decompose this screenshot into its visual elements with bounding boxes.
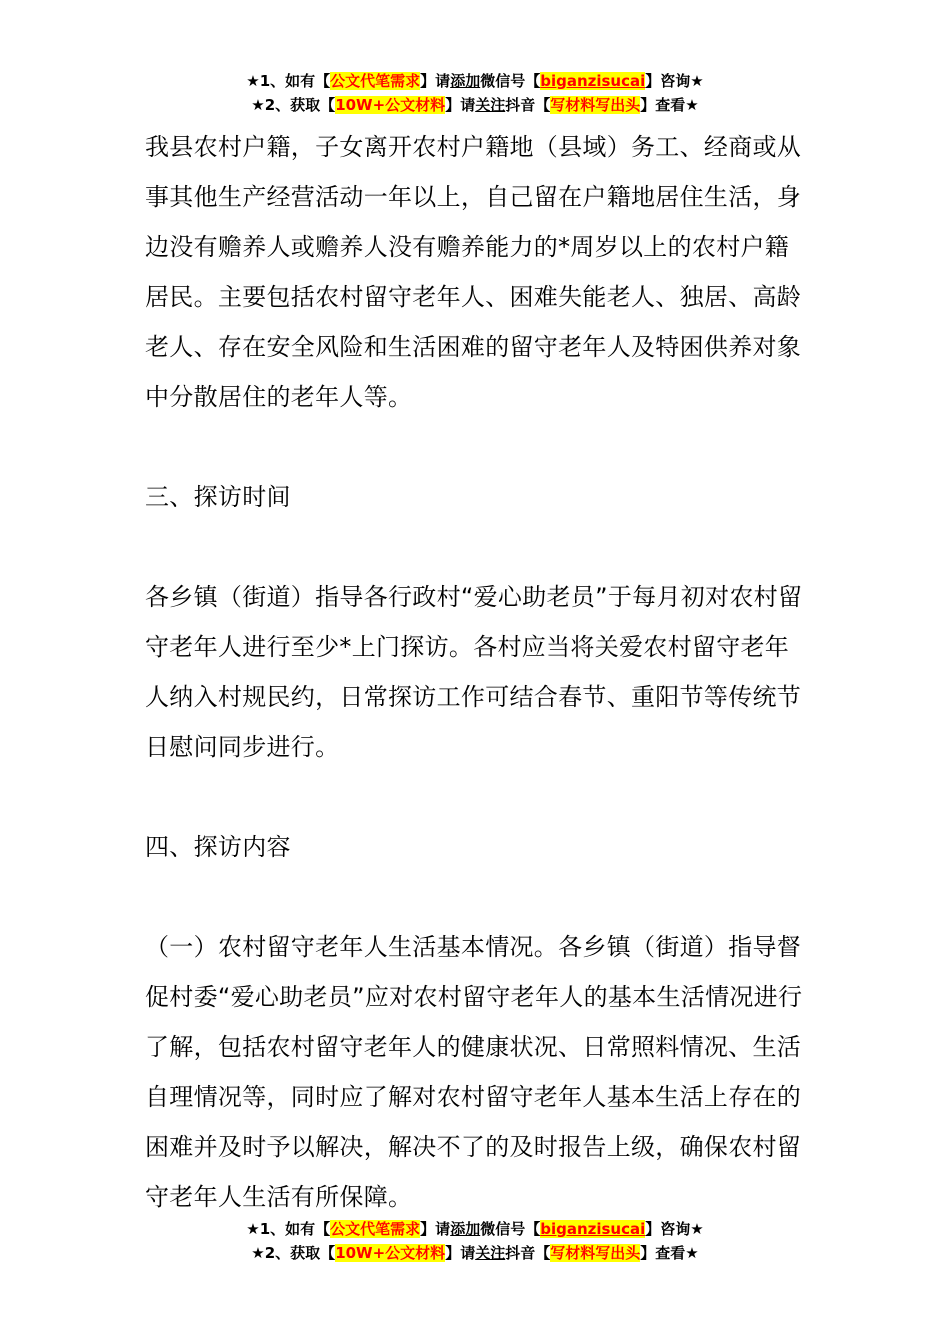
banner-line-2 [0, 93, 950, 117]
banner-text: 】请 [420, 72, 451, 90]
banner-text: 】查看★ [640, 1244, 699, 1262]
top-promo-banner [0, 69, 950, 117]
paragraph-gap [145, 522, 807, 572]
banner-text: 】请 [445, 96, 476, 114]
paragraph: （一）农村留守老年人生活基本情况。各乡镇（街道）指导督促村委“爱心助老员”应对农村留守老年人的基本生活情况进行了解，包括农村留守老年人的健康状况、日常照料情况、生活自理情况等，同时应了解对农村留守老年人基本生活上存在的困难并及时予以解决，解决不了的及时报告上级，确保农村留守老年人生活有所保障。 [145, 933, 803, 1211]
banner-line-1 [0, 1217, 950, 1241]
document-body [145, 122, 807, 1222]
banner-highlight: 公文代笔需求 [330, 72, 421, 90]
paragraph-gap [145, 772, 807, 822]
banner-text: 】查看★ [640, 96, 699, 114]
banner-douyin-id: 写材料写出头 [550, 96, 641, 114]
banner-underlined: 关注 [475, 96, 506, 114]
banner-text: 微信号【 [480, 1220, 541, 1238]
banner-text: ★1、如有【 [246, 1220, 331, 1238]
bottom-promo-banner [0, 1217, 950, 1265]
paragraph: 各乡镇（街道）指导各行政村“爱心助老员”于每月初对农村留守老年人进行至少*上门探访。各村应当将关爱农村留守老年人纳入村规民约，日常探访工作可结合春节、重阳节等传统节日慰问同步进行。 [145, 583, 803, 761]
section-heading: 四、探访内容 [145, 833, 291, 861]
banner-text: 抖音【 [505, 96, 551, 114]
banner-text: ★2、获取【 [251, 1244, 336, 1262]
banner-text: ★2、获取【 [251, 96, 336, 114]
banner-highlight: 公文代笔需求 [330, 1220, 421, 1238]
banner-underlined: 添加 [450, 1220, 481, 1238]
banner-text: 】请 [420, 1220, 451, 1238]
paragraph-gap [145, 422, 807, 472]
banner-line-1 [0, 69, 950, 93]
paragraph-gap [145, 872, 807, 922]
paragraph: 我县农村户籍，子女离开农村户籍地（县域）务工、经商或从事其他生产经营活动一年以上，自己留在户籍地居住生活，身边没有赡养人或赡养人没有赡养能力的*周岁以上的农村户籍居民。主要包括农村留守老年人、困难失能老人、独居、高龄老人、存在安全风险和生活困难的留守老年人及特困供养对象中分散居住的老年人等。 [145, 133, 802, 411]
banner-underlined: 添加 [450, 72, 481, 90]
banner-text: 】咨询★ [645, 1220, 704, 1238]
banner-line-2 [0, 1241, 950, 1265]
banner-text: ★1、如有【 [246, 72, 331, 90]
banner-text: 】咨询★ [645, 72, 704, 90]
banner-text: 微信号【 [480, 72, 541, 90]
banner-text: 抖音【 [505, 1244, 551, 1262]
banner-highlight: 10W+公文材料 [335, 1244, 446, 1262]
banner-douyin-id: 写材料写出头 [550, 1244, 641, 1262]
banner-underlined: 关注 [475, 1244, 506, 1262]
banner-text: 】请 [445, 1244, 476, 1262]
banner-wechat-id: biganzisucai [540, 72, 646, 90]
section-heading: 三、探访时间 [145, 483, 291, 511]
banner-wechat-id: biganzisucai [540, 1220, 646, 1238]
banner-highlight: 10W+公文材料 [335, 96, 446, 114]
